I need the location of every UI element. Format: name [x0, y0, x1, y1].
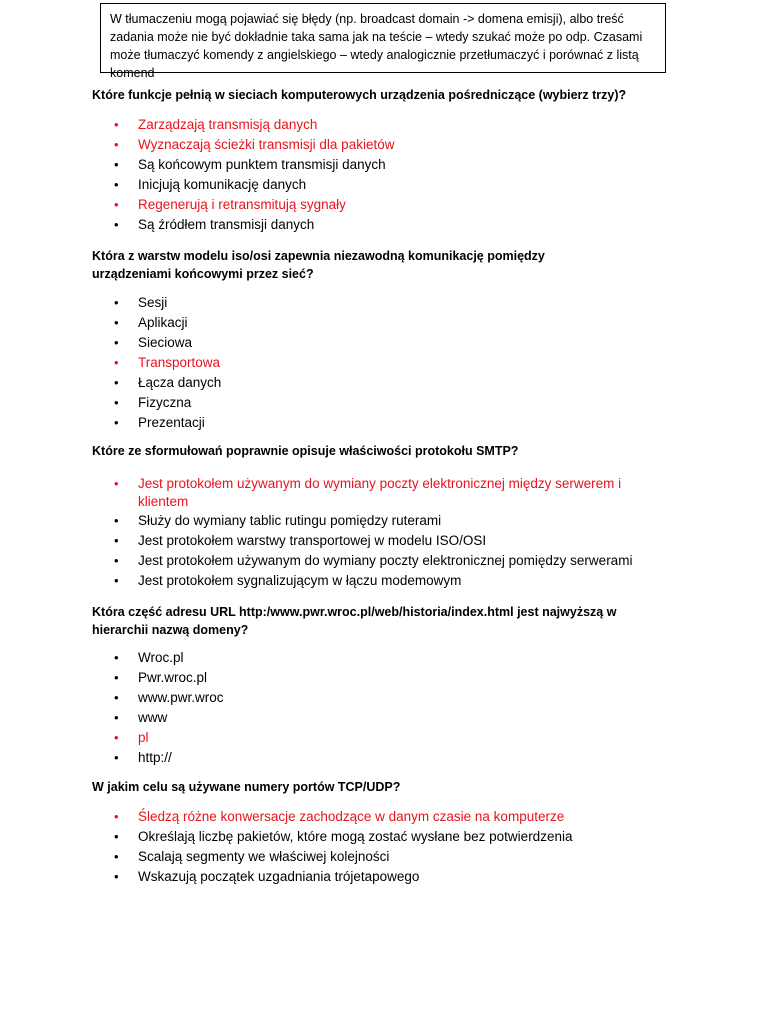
answer-item [92, 333, 692, 353]
bullet-icon: • [114, 750, 119, 765]
answer-item [92, 215, 692, 235]
translation-note-text: W tłumaczeniu mogą pojawiać się błędy (np. broadcast domain -> domena emisji), albo treść zadania może nie być dokładnie taka sama jak na teście – wtedy szukać może po odp. Czasami może tłumaczyć komendy z angielskiego – wtedy analogicznie przetłumaczyć i porównać z listą komend [110, 12, 643, 80]
bullet-icon: • [114, 650, 119, 665]
bullet-icon: • [114, 553, 119, 568]
bullet-icon: • [114, 197, 119, 212]
answer-item [92, 474, 692, 511]
bullet-icon: • [114, 177, 119, 192]
question-4-answers [92, 648, 692, 768]
answer-text: Jest protokołem warstwy transportowej w modelu ISO/OSI [138, 533, 487, 548]
bullet-icon: • [114, 533, 119, 548]
answer-item [92, 847, 692, 867]
bullet-icon: • [114, 670, 119, 685]
bullet-icon: • [114, 137, 119, 152]
bullet-icon: • [114, 117, 119, 132]
answer-text: Zarządzają transmisją danych [138, 117, 318, 132]
answer-text: pl [138, 730, 149, 745]
question-1-text: Które funkcje pełnią w sieciach komputerowych urządzenia pośredniczące (wybierz trzy)? [92, 88, 627, 102]
answer-text: Sieciowa [138, 335, 193, 350]
question-5-text: W jakim celu są używane numery portów TCP/UDP? [92, 780, 401, 794]
bullet-icon: • [114, 355, 119, 370]
answer-item [92, 728, 692, 748]
bullet-icon: • [114, 476, 119, 491]
answer-text: Służy do wymiany tablic rutingu pomiędzy ruterami [138, 513, 442, 528]
answer-item [92, 531, 692, 551]
question-3-text: Które ze sformułowań poprawnie opisuje właściwości protokołu SMTP? [92, 444, 519, 458]
answer-text: Są źródłem transmisji danych [138, 217, 315, 232]
answer-item [92, 413, 692, 433]
answer-text: http:// [138, 750, 172, 765]
question-3-answers [92, 474, 692, 591]
answer-text: Wyznaczają ścieżki transmisji dla pakietów [138, 137, 395, 152]
answer-text: Regenerują i retransmitują sygnały [138, 197, 346, 212]
answer-text: Śledzą różne konwersacje zachodzące w danym czasie na komputerze [138, 809, 565, 824]
answer-item [92, 708, 692, 728]
bullet-icon: • [114, 809, 119, 824]
bullet-icon: • [114, 395, 119, 410]
answer-item [92, 571, 692, 591]
answer-text: Inicjują komunikację danych [138, 177, 307, 192]
answer-item [92, 748, 692, 768]
bullet-icon: • [114, 157, 119, 172]
bullet-icon: • [114, 829, 119, 844]
answer-item [92, 551, 692, 571]
question-2-answers [92, 293, 692, 433]
answer-text: Transportowa [138, 355, 221, 370]
question-1-answers [92, 115, 692, 235]
bullet-icon: • [114, 869, 119, 884]
bullet-icon: • [114, 335, 119, 350]
answer-item [92, 175, 692, 195]
answer-item [92, 155, 692, 175]
answer-text: Prezentacji [138, 415, 205, 430]
answer-text: Jest protokołem sygnalizującym w łączu modemowym [138, 573, 462, 588]
answer-text: www.pwr.wroc [138, 690, 224, 705]
answer-text: Fizyczna [138, 395, 192, 410]
answer-text: Sesji [138, 295, 168, 310]
answer-item [92, 807, 692, 827]
bullet-icon: • [114, 295, 119, 310]
answer-text: Aplikacji [138, 315, 188, 330]
answer-item [92, 373, 692, 393]
answer-text: Jest protokołem używanym do wymiany poczty elektronicznej między serwerem i klientem [138, 476, 622, 509]
answer-text: www [138, 710, 168, 725]
answer-text: Pwr.wroc.pl [138, 670, 208, 685]
bullet-icon: • [114, 513, 119, 528]
answer-text: Wroc.pl [138, 650, 184, 665]
answer-item [92, 115, 692, 135]
answer-item [92, 668, 692, 688]
answer-item [92, 393, 692, 413]
answer-text: Łącza danych [138, 375, 222, 390]
bullet-icon: • [114, 375, 119, 390]
question-2-text: Która z warstw modelu iso/osi zapewnia niezawodną komunikację pomiędzy urządzeniami końcowymi przez sieć? [92, 249, 545, 281]
answer-text: Jest protokołem używanym do wymiany poczty elektronicznej pomiędzy serwerami [138, 553, 633, 568]
answer-item [92, 195, 692, 215]
bullet-icon: • [114, 415, 119, 430]
answer-item [92, 293, 692, 313]
answer-item [92, 135, 692, 155]
answer-item [92, 688, 692, 708]
bullet-icon: • [114, 730, 119, 745]
question-4-text: Która część adresu URL http:/www.pwr.wroc.pl/web/historia/index.html jest najwyższą w hierarchii nazwą domeny? [92, 605, 617, 637]
answer-text: Są końcowym punktem transmisji danych [138, 157, 386, 172]
answer-text: Scalają segmenty we właściwej kolejności [138, 849, 390, 864]
answer-item [92, 353, 692, 373]
translation-note-box [100, 3, 666, 80]
answer-item [92, 313, 692, 333]
answer-text: Wskazują początek uzgadniania trójetapowego [138, 869, 420, 884]
bullet-icon: • [114, 217, 119, 232]
bullet-icon: • [114, 573, 119, 588]
answer-item [92, 827, 692, 847]
answer-text: Określają liczbę pakietów, które mogą zostać wysłane bez potwierdzenia [138, 829, 573, 844]
bullet-icon: • [114, 710, 119, 725]
bullet-icon: • [114, 690, 119, 705]
answer-item [92, 648, 692, 668]
answer-item [92, 511, 692, 531]
bullet-icon: • [114, 849, 119, 864]
bullet-icon: • [114, 315, 119, 330]
answer-item [92, 867, 692, 887]
question-5-answers [92, 807, 692, 887]
